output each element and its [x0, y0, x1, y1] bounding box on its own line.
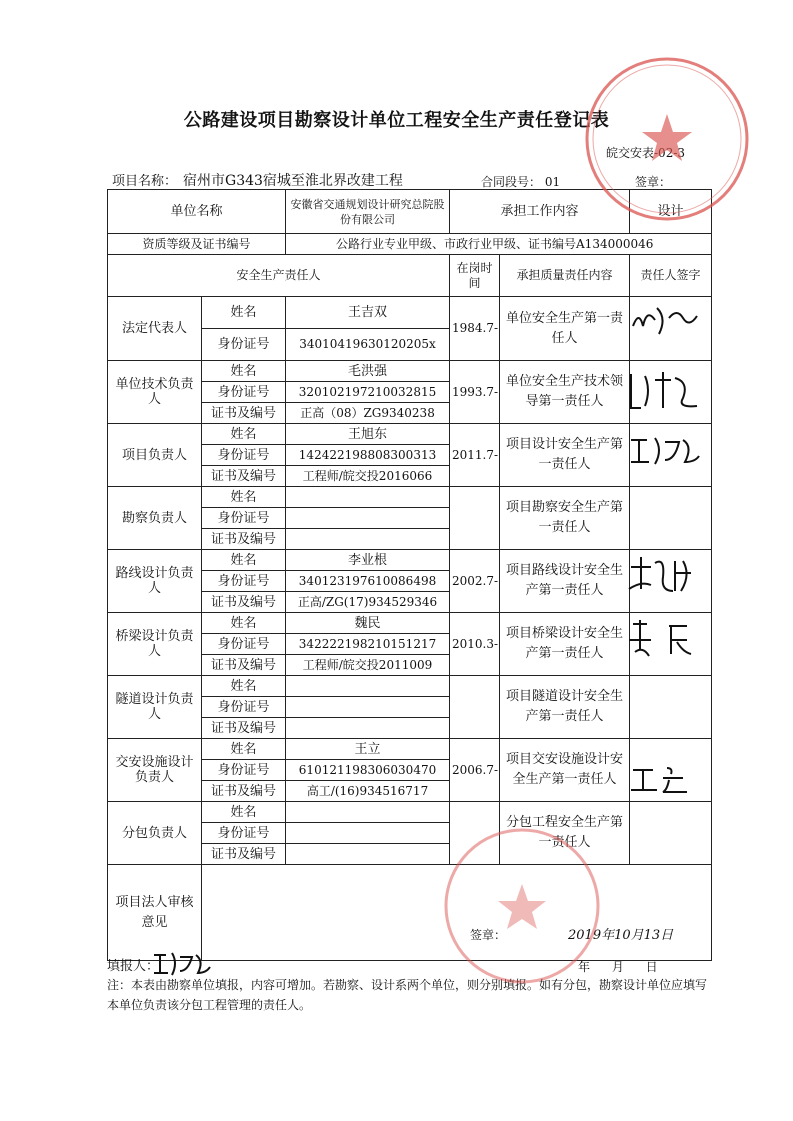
on-duty-time: 2002.7- [450, 550, 500, 613]
field-label: 证书及编号 [202, 781, 286, 802]
review-sign-label: 签章： [470, 928, 507, 942]
field-value-name [286, 487, 450, 508]
contract-label: 合同段号： [481, 175, 542, 189]
on-duty-time [450, 676, 500, 739]
footnote: 注：本表由勘察单位填报，内容可增加。若勘察、设计系两个单位，则分别填报。如有分包，勘察设计单位应填写本单位负责该分包工程管理的责任人。 [107, 978, 708, 1012]
table-row [108, 297, 712, 329]
on-duty-time: 2006.7- [450, 739, 500, 802]
work-content-label: 承担工作内容 [450, 190, 630, 234]
role-label: 交安设施设计负责人 [108, 739, 202, 802]
responsibility-content: 项目勘察安全生产第一责任人 [500, 487, 630, 550]
table-row [108, 676, 712, 697]
field-value-cert [286, 718, 450, 739]
on-duty-time: 1984.7- [450, 297, 500, 361]
field-label: 证书及编号 [202, 592, 286, 613]
field-label: 身份证号 [202, 571, 286, 592]
contract-section [481, 173, 560, 190]
field-label: 姓名 [202, 676, 286, 697]
field-label: 证书及编号 [202, 655, 286, 676]
field-value-id [286, 508, 450, 529]
responsibility-content: 单位安全生产第一责任人 [500, 297, 630, 361]
field-value-name: 王旭东 [286, 424, 450, 445]
form-number: 皖交安表-02-3 [606, 146, 686, 160]
official-seal-bottom [440, 824, 605, 989]
field-value-name: 王吉双 [286, 297, 450, 329]
field-value-name: 毛洪强 [286, 361, 450, 382]
field-value-id: 342222198210151217 [286, 634, 450, 655]
signature-li-yegen [625, 553, 710, 601]
responsibility-content: 单位安全生产技术领导第一责任人 [500, 361, 630, 424]
field-value-id: 320102197210032815 [286, 382, 450, 403]
work-content-value: 设计 [630, 190, 712, 234]
field-label: 身份证号 [202, 382, 286, 403]
field-label: 证书及编号 [202, 844, 286, 865]
field-value-id: 340123197610086498 [286, 571, 450, 592]
project-name-value: 宿州市G343宿城至淮北界改建工程 [183, 173, 403, 189]
field-label: 身份证号 [202, 634, 286, 655]
field-value-cert: 高工/(16)934516717 [286, 781, 450, 802]
on-duty-time: 2010.3- [450, 613, 500, 676]
field-value-id [286, 697, 450, 718]
signature-wang-xudong [625, 430, 710, 470]
unit-name-label: 单位名称 [108, 190, 286, 234]
on-duty-time: 1993.7- [450, 361, 500, 424]
signature-cell [630, 676, 712, 739]
field-label: 身份证号 [202, 697, 286, 718]
field-value-id [286, 823, 450, 844]
contract-value: 01 [544, 175, 561, 189]
field-value-cert [286, 529, 450, 550]
field-label: 证书及编号 [202, 403, 286, 424]
field-label: 身份证号 [202, 508, 286, 529]
field-value-id: 610121198306030470 [286, 760, 450, 781]
review-date: 2019年10月13日 [568, 928, 674, 943]
field-label: 身份证号 [202, 823, 286, 844]
qualification-row [108, 234, 712, 255]
field-label: 姓名 [202, 361, 286, 382]
unit-name-value: 安徽省交通规划设计研究总院股份有限公司 [286, 190, 450, 234]
project-name-row [112, 170, 403, 190]
table-row [108, 739, 712, 760]
table-row [108, 361, 712, 382]
responsibility-content: 项目设计安全生产第一责任人 [500, 424, 630, 487]
field-label: 姓名 [202, 487, 286, 508]
responsibility-content: 项目隧道设计安全生产第一责任人 [500, 676, 630, 739]
project-name-label: 项目名称： [112, 174, 178, 189]
field-label: 证书及编号 [202, 529, 286, 550]
field-label: 身份证号 [202, 329, 286, 361]
table-row [108, 613, 712, 634]
field-value-cert: 工程师/皖交投2011009 [286, 655, 450, 676]
signature-wei-min [625, 616, 710, 664]
table-row [108, 802, 712, 823]
responsibility-content: 项目路线设计安全生产第一责任人 [500, 550, 630, 613]
table-row [108, 424, 712, 445]
responsibility-content: 项目交安设施设计安全生产第一责任人 [500, 739, 630, 802]
field-label: 姓名 [202, 550, 286, 571]
role-label: 单位技术负责人 [108, 361, 202, 424]
field-label: 身份证号 [202, 760, 286, 781]
field-value-name: 李业根 [286, 550, 450, 571]
field-label: 身份证号 [202, 445, 286, 466]
qualification-value: 公路行业专业甲级、市政行业甲级、证书编号A134000046 [286, 234, 712, 255]
field-value-name: 魏民 [286, 613, 450, 634]
signature-mao-hongqiang [625, 366, 710, 414]
filler-label: 填报人： [107, 959, 160, 974]
table-row [108, 550, 712, 571]
header-person: 安全生产责任人 [108, 255, 450, 297]
signature-filler [150, 947, 225, 979]
field-label: 姓名 [202, 802, 286, 823]
field-value-cert [286, 844, 450, 865]
role-label: 法定代表人 [108, 297, 202, 361]
signature-wang-jishuang [625, 298, 710, 338]
sign-header: 签章： [635, 175, 672, 189]
field-value-id: 34010419630120205x [286, 329, 450, 361]
on-duty-time [450, 487, 500, 550]
header-row [108, 255, 712, 297]
field-value-name: 王立 [286, 739, 450, 760]
table-row [108, 487, 712, 508]
field-value-id: 142422198808300313 [286, 445, 450, 466]
signature-wang-li [625, 760, 710, 800]
header-responsibility: 承担质量责任内容 [500, 255, 630, 297]
header-signature: 责任人签字 [630, 255, 712, 297]
official-seal-top [580, 52, 755, 227]
field-value-cert: 正高/ZG(17)934529346 [286, 592, 450, 613]
responsibility-table [107, 189, 712, 961]
field-label: 姓名 [202, 739, 286, 760]
field-label: 证书及编号 [202, 718, 286, 739]
field-value-name [286, 802, 450, 823]
header-time: 在岗时间 [450, 255, 500, 297]
legal-review-label: 项目法人审核意见 [108, 865, 202, 961]
signature-cell [630, 487, 712, 550]
field-value-cert: 工程师/皖交投2016066 [286, 466, 450, 487]
field-label: 姓名 [202, 424, 286, 445]
field-label: 姓名 [202, 297, 286, 329]
field-label: 证书及编号 [202, 466, 286, 487]
role-label: 桥梁设计负责人 [108, 613, 202, 676]
responsibility-content: 项目桥梁设计安全生产第一责任人 [500, 613, 630, 676]
field-value-cert: 正高（08）ZG9340238 [286, 403, 450, 424]
form-title: 公路建设项目勘察设计单位工程安全生产责任登记表 [183, 110, 610, 131]
qualification-label: 资质等级及证书编号 [108, 234, 286, 255]
role-label: 隧道设计负责人 [108, 676, 202, 739]
signature-cell [630, 802, 712, 865]
field-label: 姓名 [202, 613, 286, 634]
fill-date: 年 月 日 [578, 960, 658, 974]
responsibility-content: 分包工程安全生产第一责任人 [500, 802, 630, 865]
field-value-name [286, 676, 450, 697]
role-label: 路线设计负责人 [108, 550, 202, 613]
role-label: 勘察负责人 [108, 487, 202, 550]
role-label: 分包负责人 [108, 802, 202, 865]
on-duty-time: 2011.7- [450, 424, 500, 487]
role-label: 项目负责人 [108, 424, 202, 487]
